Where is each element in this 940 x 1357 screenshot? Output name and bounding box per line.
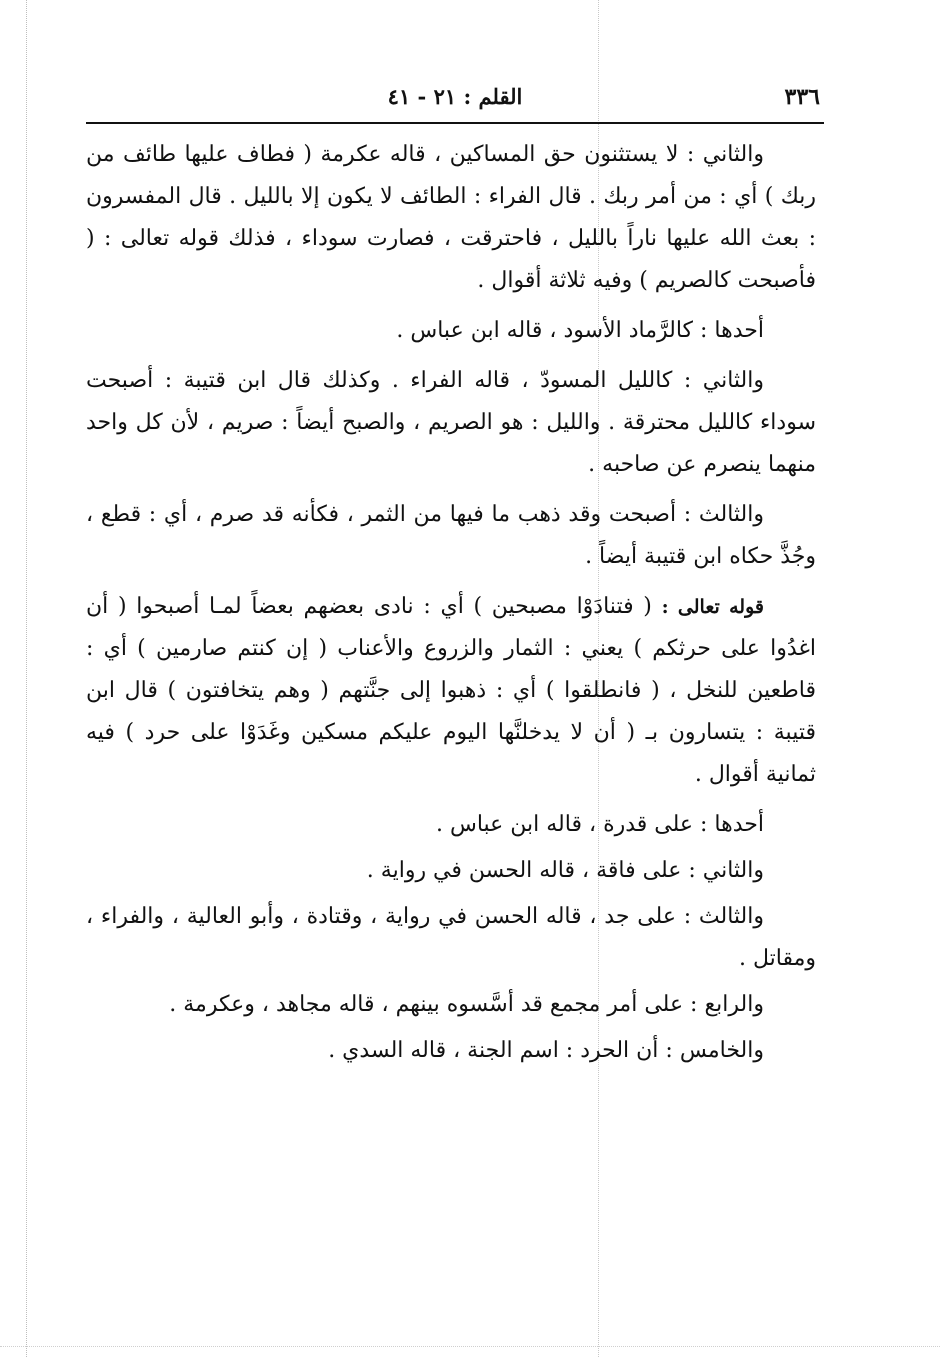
paragraph-hard-fourth: والرابع : على أمر مجمع قد أسَّسوه بينهم ، قاله مجاهد ، وعكرمة . bbox=[169, 992, 764, 1017]
paragraph-hard-second: والثاني : على فاقة ، قاله الحسن في رواية . bbox=[366, 858, 764, 883]
paragraph-hard-third: والثالث : على جد ، قاله الحسن في رواية ، وقتادة ، وأبو العالية ، والفراء ، ومقاتل . bbox=[86, 904, 816, 971]
paragraph-hard-fifth: والخامس : أن الحرد : اسم الجنة ، قاله السدي . bbox=[328, 1038, 764, 1063]
header-rule bbox=[86, 122, 824, 124]
running-head: القلم : ٢١ - ٤١ bbox=[387, 84, 523, 109]
page-number: ٣٣٦ bbox=[784, 84, 820, 110]
paragraph-second-view: والثاني : لا يستثنون حق المساكين ، قاله عكرمة ( فطاف عليها طائف من ربك ) أي : من أمر ربك . قال الفراء : الطائف لا يكون إلا بالليل . قال المفسرون : بعث الله عليها ناراً بالليل ، فاحترقت ، فصارت سوداء ، فذلك قوله تعالى : ( فأصبحت كالصريم ) وفيه ثلاثة أقوال . bbox=[86, 142, 816, 293]
paragraph-verse-commentary: قوله تعالى : ( فتنادَوْا مصبحين ) أي : نادى بعضهم بعضاً لمـا أصبحوا ( أن اغدُوا على حرثكم ) يعني : الثمار والزروع والأعناب ( إن كنتم صارمين ) أي : قاطعين للنخل ، ( فانطلقوا ) أي : ذهبوا إلى جنَّتهم ( وهم يتخافتون ) قال ابن قتيبة : يتسارون بـ ( أن لا يدخلنَّها اليوم عليكم مسكين وغَدَوْا على حرد ) فيه ثمانية أقوال . bbox=[86, 594, 816, 787]
verse-lead: قوله تعالى : bbox=[661, 596, 764, 618]
paragraph-second-saying: والثاني : كالليل المسودّ ، قاله الفراء . وكذلك قال ابن قتيبة : أصبحت سوداء كالليل محترقة . والليل : هو الصريم ، والصبح أيضاً : صريم ، لأن كل واحد منهما ينصرم عن صاحبه . bbox=[86, 368, 816, 477]
paragraph-first-saying: أحدها : كالرَّماد الأسود ، قاله ابن عباس . bbox=[396, 318, 764, 343]
page-header bbox=[86, 84, 824, 118]
body-text bbox=[86, 134, 816, 1284]
page-edge-left bbox=[26, 0, 27, 1357]
paragraph-third-saying: والثالث : أصبحت وقد ذهب ما فيها من الثمر ، فكأنه قد صرم ، أي : قطع ، وجُذَّ حكاه ابن قتيبة أيضاً . bbox=[86, 502, 816, 569]
page-edge-bottom bbox=[0, 1346, 940, 1347]
paragraph-hard-first: أحدها : على قدرة ، قاله ابن عباس . bbox=[435, 812, 764, 837]
